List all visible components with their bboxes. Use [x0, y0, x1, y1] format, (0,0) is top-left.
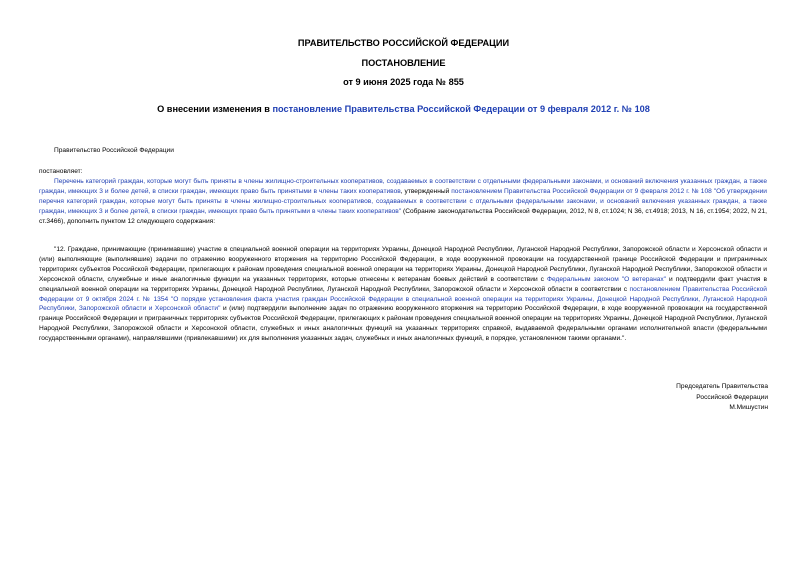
title-prefix: О внесении изменения в — [157, 104, 273, 114]
resolves-line: постановляет: — [39, 168, 83, 175]
paragraph-2 — [39, 245, 767, 344]
paragraph-2-text-2: и подтвердили факт участия в специальной военной операции на территориях Украины, Донецкой Народной Республики, Луганской Народной Республики, Запорожской области и Херсонской области в соответствии с — [39, 275, 767, 293]
government-line: Правительство Российской Федерации — [54, 147, 174, 154]
paragraph-2-text-1: "12. Граждане, принимающие (принимавшие) участие в специальной военной операции на территориях Украины, Донецкой Народной Республики, Луганской Народной Республики, Запорожской области и Херсонской области и (или) выполняющие (выполнявшие) задачи по отражению вооруженного вторжения на территорию Российской Федерации, в ходе вооруженной провокации на государственной границе Российской Федерации и приграничных территориях субъектов Российской Федерации, прилегающих к районам проведения специальной военной операции на территориях Украины, Донецкой Народной Республики, Луганской Народной Республики, Запорожской области и Херсонской области, служебные и иные аналогичные функции на указанных территориях, которые отнесены к ветеранам боевых действий в соответствии с — [39, 246, 767, 283]
signature-org: Российской Федерации — [696, 393, 768, 401]
veterans-law-link[interactable]: Федеральным законом "О ветеранах" — [546, 275, 667, 283]
signature-name: М.Мишустин — [729, 404, 768, 412]
paragraph-1 — [39, 177, 767, 227]
document-title — [0, 104, 807, 114]
government-heading: ПРАВИТЕЛЬСТВО РОССИЙСКОЙ ФЕДЕРАЦИИ — [297, 38, 510, 48]
title-link[interactable]: постановление Правительства Российской Федерации от 9 февраля 2012 г. № 108 — [272, 104, 650, 114]
paragraph-2-text-3: и (или) подтвердили выполнение задач по отражению вооруженного вторжения на территорию Российской Федерации, в ходе вооруженной провокации на государственной границе Российской Федерации и приграничных территориях субъектов Российской Федерации, прилегающих к районам проведения специальной военной операции на территориях Украины, Донецкой Народной Республики, Луганской Народной Республики, Запорожской области и Херсонской области, служебных и иных аналогичных функций на указанных территориях справкой, выдаваемой федеральными органами исполнительной власти (федеральными государственными органами), направлявшими (привлекавшими) их для выполнения указанных задач, служебных и иных аналогичных функций, в порядке, установленном такими органами.". — [39, 305, 767, 343]
resolution-1354-link[interactable]: постановлением Правительства Российской Федерации от 9 октября 2024 г. № 1354 "О порядке установления факта участия граждан Российской Федерации в специальной военной операции на территориях Украины, Донецкой Народной Республики, Луганской Народной Республики, Запорожской области и Херсонской области" — [39, 285, 767, 313]
paragraph-1-text-2: (Собрание законодательства Российской Федерации, 2012, N 8, ст.1024; N 36, ст.4918; 2013, N 16, ст.1954; 2022, N 21, ст.3466), дополнить пунктом 12 следующего содержания: — [39, 207, 767, 225]
date-number-heading: от 9 июня 2025 года № 855 — [343, 77, 464, 87]
resolution-108-link[interactable]: постановлением Правительства Российской Федерации от 9 февраля 2012 г. № 108 "Об утверждении перечня категорий граждан, которые могут быть приняты в члены жилищно-строительных кооперативов, создаваемых в соответствии с отдельными федеральными законами, и оснований включения указанных граждан, а также граждан, имеющих 3 и более детей, в списки граждан, имеющих право быть принятыми в члены таких кооперативов" — [39, 187, 767, 215]
paragraph-1-text-1: , утвержденный — [400, 187, 452, 195]
signature-title: Председатель Правительства — [676, 383, 768, 390]
list-categories-link[interactable]: Перечень категорий граждан, которые могут быть приняты в члены жилищно-строительных кооперативов, создаваемых в соответствии с отдельными федеральными законами, и оснований включения указанных граждан, а также граждан, имеющих 3 и более детей, в списки граждан, имеющих право быть принятыми в члены таких кооперативов — [39, 178, 767, 195]
doc-type-heading: ПОСТАНОВЛЕНИЕ — [361, 58, 446, 68]
signature-block — [676, 382, 768, 414]
